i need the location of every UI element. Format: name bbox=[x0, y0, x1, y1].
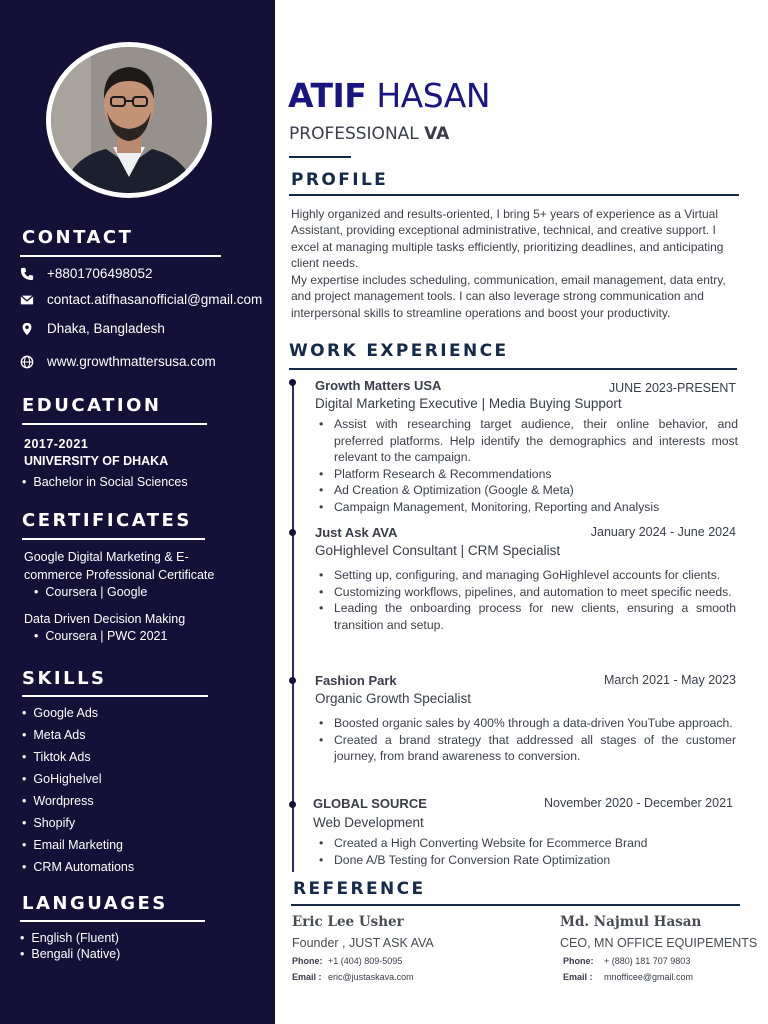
reference-email bbox=[563, 972, 693, 982]
certificates-rule bbox=[22, 538, 205, 540]
location-pin-icon bbox=[20, 322, 34, 336]
timeline-dot bbox=[289, 677, 296, 684]
reference-role: CEO, MN OFFICE EQUIPEMENTS bbox=[560, 936, 758, 950]
language-item: • Bengali (Native) bbox=[20, 947, 120, 961]
reference-heading: REFERENCE bbox=[293, 879, 426, 899]
job-role: Organic Growth Specialist bbox=[315, 691, 472, 706]
envelope-icon bbox=[20, 293, 34, 307]
job-date: JUNE 2023-PRESENT bbox=[608, 381, 736, 395]
contact-heading: CONTACT bbox=[22, 227, 134, 248]
last-name: HASAN bbox=[376, 76, 491, 115]
contact-phone-text[interactable]: +8801706498052 bbox=[47, 266, 153, 281]
job-role: Web Development bbox=[313, 815, 424, 830]
work-heading: WORK EXPERIENCE bbox=[289, 341, 509, 361]
skill-item: • Tiktok Ads bbox=[22, 750, 91, 764]
language-item: • English (Fluent) bbox=[20, 931, 119, 945]
contact-website bbox=[20, 354, 216, 369]
job-company: Just Ask AVA bbox=[315, 525, 398, 540]
reference-phone bbox=[563, 956, 690, 966]
phone-value[interactable]: +1 (404) 809-5095 bbox=[328, 956, 403, 966]
profile-photo bbox=[46, 42, 212, 198]
skill-item: • Google Ads bbox=[22, 706, 98, 720]
contact-email-text[interactable]: contact.atifhasanofficial@gmail.com bbox=[47, 292, 263, 307]
job-title bbox=[289, 124, 449, 144]
job-bullets bbox=[315, 715, 736, 765]
timeline-dot bbox=[289, 801, 296, 808]
job-bullet: • Platform Research & Recommendations bbox=[315, 466, 738, 483]
contact-location bbox=[20, 321, 165, 336]
email-label: Email : bbox=[563, 972, 593, 982]
job-bullet: • Leading the onboarding process for new clients, ensuring a smooth transition and setup. bbox=[315, 600, 736, 633]
profile-paragraph-1: Highly organized and results-oriented, I bring 5+ years of experience as a Virtual Assistant, providing exceptional administrative, technical, and creative support. I excel at managing multiple tasks efficiently, prioritizing deadlines, and anticipating client needs. bbox=[291, 207, 724, 270]
reference-rule bbox=[291, 904, 740, 906]
contact-website-text[interactable]: www.growthmattersusa.com bbox=[47, 354, 216, 369]
job-bullet: • Created a High Converting Website for Ecommerce Brand bbox=[315, 835, 736, 852]
email-label: Email : bbox=[292, 972, 322, 982]
job-bullets bbox=[315, 416, 738, 515]
cert-1-line1: Google Digital Marketing & E- bbox=[24, 550, 189, 564]
job-bullet: • Campaign Management, Monitoring, Reporting and Analysis bbox=[315, 499, 738, 516]
education-years: 2017-2021 bbox=[24, 437, 89, 451]
job-role: GoHighlevel Consultant | CRM Specialist bbox=[315, 543, 561, 558]
job-role: Digital Marketing Executive | Media Buying Support bbox=[315, 396, 622, 411]
email-value[interactable]: eric@justaskava.com bbox=[328, 972, 414, 982]
languages-rule bbox=[20, 920, 205, 922]
education-school: UNIVERSITY OF DHAKA bbox=[24, 454, 169, 468]
work-rule bbox=[289, 368, 737, 370]
job-bullets bbox=[315, 567, 736, 633]
skill-item: • Email Marketing bbox=[22, 838, 123, 852]
cert-2-issuer: • Coursera | PWC 2021 bbox=[34, 629, 167, 643]
job-bullets bbox=[315, 835, 736, 868]
title-rule bbox=[289, 156, 351, 158]
job-company: Growth Matters USA bbox=[315, 378, 442, 393]
email-value[interactable]: mnofficee@gmail.com bbox=[604, 972, 694, 982]
skill-item: • CRM Automations bbox=[22, 860, 134, 874]
job-company: GLOBAL SOURCE bbox=[313, 796, 427, 811]
contact-location-text: Dhaka, Bangladesh bbox=[47, 321, 165, 336]
contact-rule bbox=[20, 255, 221, 257]
cert-1-line2: commerce Professional Certificate bbox=[24, 568, 215, 582]
skill-item: • Shopify bbox=[22, 816, 75, 830]
education-rule bbox=[22, 423, 207, 425]
job-date: January 2024 - June 2024 bbox=[590, 525, 736, 539]
profile-heading: PROFILE bbox=[291, 170, 389, 190]
education-heading: EDUCATION bbox=[22, 395, 162, 416]
contact-phone bbox=[20, 266, 153, 281]
job-bullet: • Assist with researching target audience, their online behavior, and preferred platforms. Help identify the demographics and interests most relevant to the campaign. bbox=[315, 416, 738, 466]
portrait-image bbox=[51, 47, 207, 193]
globe-icon bbox=[20, 355, 34, 369]
timeline-dot bbox=[289, 529, 296, 536]
phone-icon bbox=[20, 267, 34, 281]
job-bullet: • Created a brand strategy that addressed all stages of the customer journey, from brand awareness to conversion. bbox=[315, 732, 736, 765]
contact-email bbox=[20, 292, 262, 307]
job-bullet: • Ad Creation & Optimization (Google & Meta) bbox=[315, 482, 738, 499]
cert-1-issuer: • Coursera | Google bbox=[34, 585, 147, 599]
education-degree: • Bachelor in Social Sciences bbox=[22, 475, 188, 489]
job-date: November 2020 - December 2021 bbox=[544, 796, 733, 810]
reference-name: Md. Najmul Hasan bbox=[560, 914, 702, 930]
phone-label: Phone: bbox=[563, 956, 594, 966]
phone-value[interactable]: + (880) 181 707 9803 bbox=[604, 956, 691, 966]
timeline-dot bbox=[289, 379, 296, 386]
first-name: ATIF bbox=[288, 76, 367, 115]
job-title-bold: VA bbox=[424, 124, 450, 144]
reference-role: Founder , JUST ASK AVA bbox=[292, 936, 434, 950]
reference-phone bbox=[292, 956, 402, 966]
job-date: March 2021 - May 2023 bbox=[603, 673, 736, 687]
skill-item: • Meta Ads bbox=[22, 728, 86, 742]
skill-item: • GoHighelvel bbox=[22, 772, 101, 786]
name-heading bbox=[288, 76, 490, 115]
profile-rule bbox=[289, 194, 739, 196]
cert-2-line1: Data Driven Decision Making bbox=[24, 612, 186, 626]
job-bullet: • Done A/B Testing for Conversion Rate Optimization bbox=[315, 852, 736, 869]
profile-paragraph-2: My expertise includes scheduling, communication, email management, data entry, and project management tools. I can also leverage strong communication and interpersonal skills to streamline operations and boost your productivity. bbox=[291, 273, 726, 320]
skills-rule bbox=[22, 695, 208, 697]
reference-name: Eric Lee Usher bbox=[292, 914, 404, 930]
timeline-line bbox=[292, 383, 294, 872]
sidebar bbox=[0, 0, 275, 1024]
job-company: Fashion Park bbox=[315, 673, 397, 688]
job-title-prefix: PROFESSIONAL bbox=[289, 124, 419, 144]
reference-email bbox=[292, 972, 414, 982]
skill-item: • Wordpress bbox=[22, 794, 94, 808]
job-bullet: • Customizing workflows, pipelines, and automation to meet specific needs. bbox=[315, 584, 736, 601]
job-bullet: • Boosted organic sales by 400% through a data-driven YouTube approach. bbox=[315, 715, 736, 732]
phone-label: Phone: bbox=[292, 956, 323, 966]
certificates-heading: CERTIFICATES bbox=[22, 510, 192, 531]
skills-heading: SKILLS bbox=[22, 668, 107, 689]
job-bullet: • Setting up, configuring, and managing GoHighlevel accounts for clients. bbox=[315, 567, 736, 584]
languages-heading: LANGUAGES bbox=[22, 893, 168, 914]
